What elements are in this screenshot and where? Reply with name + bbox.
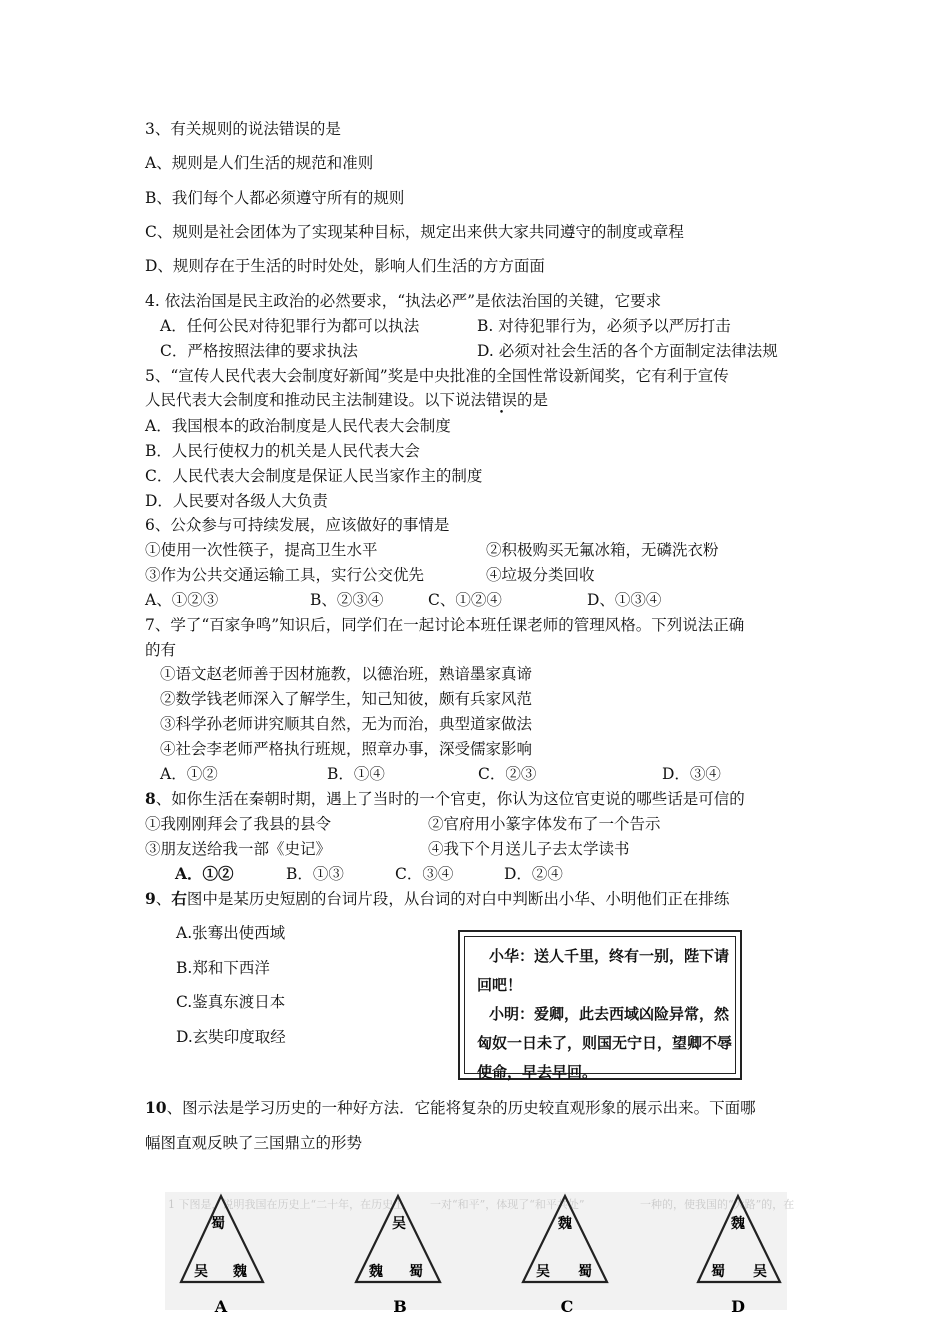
q10-faded-text-right: 一种的，使我国的“大路”的，在 [640,1198,795,1211]
q10-d-right-state: 吴 [753,1264,767,1280]
q10-c-right-state: 蜀 [578,1264,592,1280]
q6-item-4: ④垃圾分类回收 [486,566,595,584]
q9-option-c: C.鉴真东渡日本 [176,993,286,1011]
q8-number: 8 [145,789,156,808]
q10-triangle-diagram-b [348,1190,448,1320]
q5-option-d: D．人民要对各级人大负责 [145,492,328,510]
q10-c-label: C [560,1297,574,1316]
q10-faded-text-left: 1 下图是，说明我国在历史上“二十年，在历史上 [168,1198,405,1211]
q3-option-b: B、我们每个人都必须遵守所有的规则 [145,189,405,207]
q10-stem-line2: 幅图直观反映了三国鼎立的形势 [145,1134,363,1152]
q10-triangle-diagram-c [515,1190,615,1320]
q8-item-4: ④我下个月送儿子去太学读书 [428,840,630,858]
q8-option-a: A．①② [175,864,234,883]
q9-separator: 、 [155,890,172,908]
q9-option-a: A.张骞出使西域 [176,924,286,942]
q5-stem-line2-post: 的是 [517,391,549,409]
q4-stem: 4. 依法治国是民主政治的必然要求，“执法必严”是依法治国的关键，它要求 [145,292,662,310]
q5-emphasis-word: 错误 [486,391,518,409]
q9-dialogue-line-1: 小华：送人千里，终有一别，陛下请 [489,947,730,965]
q4-option-b: B. 对待犯罪行为，必须予以严厉打击 [477,317,731,335]
q8-item-3: ③朋友送给我一部《史记》 [145,840,332,858]
q10-a-label: A [214,1297,228,1316]
q8-item-1: ①我刚刚拜会了我县的县令 [145,815,332,833]
q10-stem-text: 、图示法是学习历史的一种好方法．它能将复杂的历史较直观形象的展示出来。下面哪 [166,1099,756,1117]
q8-option-b: B．①③ [286,865,344,883]
q10-d-top-state: 魏 [731,1216,745,1232]
q7-option-d: D．③④ [662,765,721,783]
q7-item-4: ④社会李老师严格执行班规，照章办事，深受儒家影响 [160,740,533,758]
q10-c-top-state: 魏 [558,1216,572,1232]
q6-option-d: D、①③④ [587,591,662,609]
q10-d-left-state: 蜀 [711,1264,725,1280]
q10-b-label: B [393,1297,407,1316]
q9-stem-text: 图中是某历史短剧的台词片段，从台词的对白中判断出小华、小明他们正在排练 [186,890,730,908]
q10-a-right-state: 魏 [233,1264,247,1280]
q10-a-top-state: 蜀 [211,1216,225,1232]
q9-dialogue-line-3: 小明：爱卿，此去西域凶险异常，然 [489,1005,730,1023]
q9-number: 9 [145,889,156,908]
q4-option-c: C．严格按照法律的要求执法 [160,342,358,360]
q10-d-label: D [731,1297,745,1316]
q4-option-d: D. 必须对社会生活的各个方面制定法律法规 [477,342,778,360]
q9-dialogue-line-4: 匈奴一日未了，则国无宁日，望卿不辱 [477,1034,733,1052]
q4-option-a: A．任何公民对待犯罪行为都可以执法 [160,317,420,335]
q9-dialogue-line-2: 回吧！ [477,976,523,994]
q7-item-2: ②数学钱老师深入了解学生，知己知彼，颇有兵家风范 [160,690,533,708]
q10-b-left-state: 魏 [369,1264,383,1280]
q7-option-a: A．①② [160,765,218,783]
q7-stem-line1: 7、学了“百家争鸣”知识后，同学们在一起讨论本班任课老师的管理风格。下列说法正确 [145,616,745,634]
q8-stem [145,789,745,809]
q6-item-3: ③作为公共交通运输工具，实行公交优先 [145,566,425,584]
q7-stem-line2: 的有 [145,641,177,659]
q8-stem-text: 、如你生活在秦朝时期，遇上了当时的一个官吏，你认为这位官吏说的哪些话是可信的 [155,790,745,808]
q9-right-word: 右 [171,889,187,908]
q5-stem-line1: 5、“宣传人民代表大会制度好新闻”奖是中央批准的全国性常设新闻奖，它有利于宣传 [145,367,729,385]
q5-option-a: A．我国根本的政治制度是人民代表大会制度 [145,417,451,435]
q10-b-right-state: 蜀 [409,1264,423,1280]
q6-stem: 6、公众参与可持续发展，应该做好的事情是 [145,516,450,534]
q9-dialogue-line-5: 使命，早去早回。 [477,1063,598,1081]
q10-number: 10 [145,1098,167,1117]
q6-item-2: ②积极购买无氟冰箱，无磷洗衣粉 [486,541,719,559]
q3-option-d: D、规则存在于生活的时时处处，影响人们生活的方方面面 [145,257,545,275]
q7-item-1: ①语文赵老师善于因材施教，以德治班，熟谙墨家真谛 [160,665,533,683]
q9-option-b: B.郑和下西洋 [176,959,270,977]
q6-item-1: ①使用一次性筷子，提高卫生水平 [145,541,378,559]
q3-option-a: A、规则是人们生活的规范和准则 [145,154,374,172]
q5-option-b: B．人民行使权力的机关是人民代表大会 [145,442,420,460]
q10-triangle-diagram-a [173,1190,273,1320]
q5-stem-line2-pre: 人民代表大会制度和推动民主法制建设。以下说法 [145,391,487,409]
q10-faded-text-mid: 一对“和平”，体现了“和平共处” [430,1198,585,1211]
q7-option-b: B．①④ [327,765,385,783]
q10-triangle-diagram-d [690,1190,790,1320]
q5-stem-line2 [145,390,548,410]
q5-option-c: C．人民代表大会制度是保证人民当家作主的制度 [145,467,483,485]
q9-option-d: D.玄奘印度取经 [176,1028,286,1046]
q10-a-left-state: 吴 [194,1264,208,1280]
q8-option-c: C．③④ [395,865,454,883]
q9-dialogue-box [458,930,742,1080]
q7-option-c: C．②③ [478,765,537,783]
q9-dialogue-inner-frame [464,936,736,1081]
q3-option-c: C、规则是社会团体为了实现某种目标，规定出来供大家共同遵守的制度或章程 [145,223,684,241]
q6-option-c: C、①②④ [428,591,502,609]
q3-stem: 3、有关规则的说法错误的是 [145,120,341,138]
q6-option-b: B、②③④ [310,591,384,609]
q7-item-3: ③科学孙老师讲究顺其自然，无为而治，典型道家做法 [160,715,533,733]
q6-option-a: A、①②③ [145,591,219,609]
q8-option-d: D．②④ [504,865,563,883]
q10-c-left-state: 吴 [536,1264,550,1280]
q9-stem [145,889,729,909]
q8-item-2: ②官府用小篆字体发布了一个告示 [428,815,661,833]
q10-b-top-state: 吴 [392,1216,406,1232]
q10-stem-line1 [145,1098,756,1118]
